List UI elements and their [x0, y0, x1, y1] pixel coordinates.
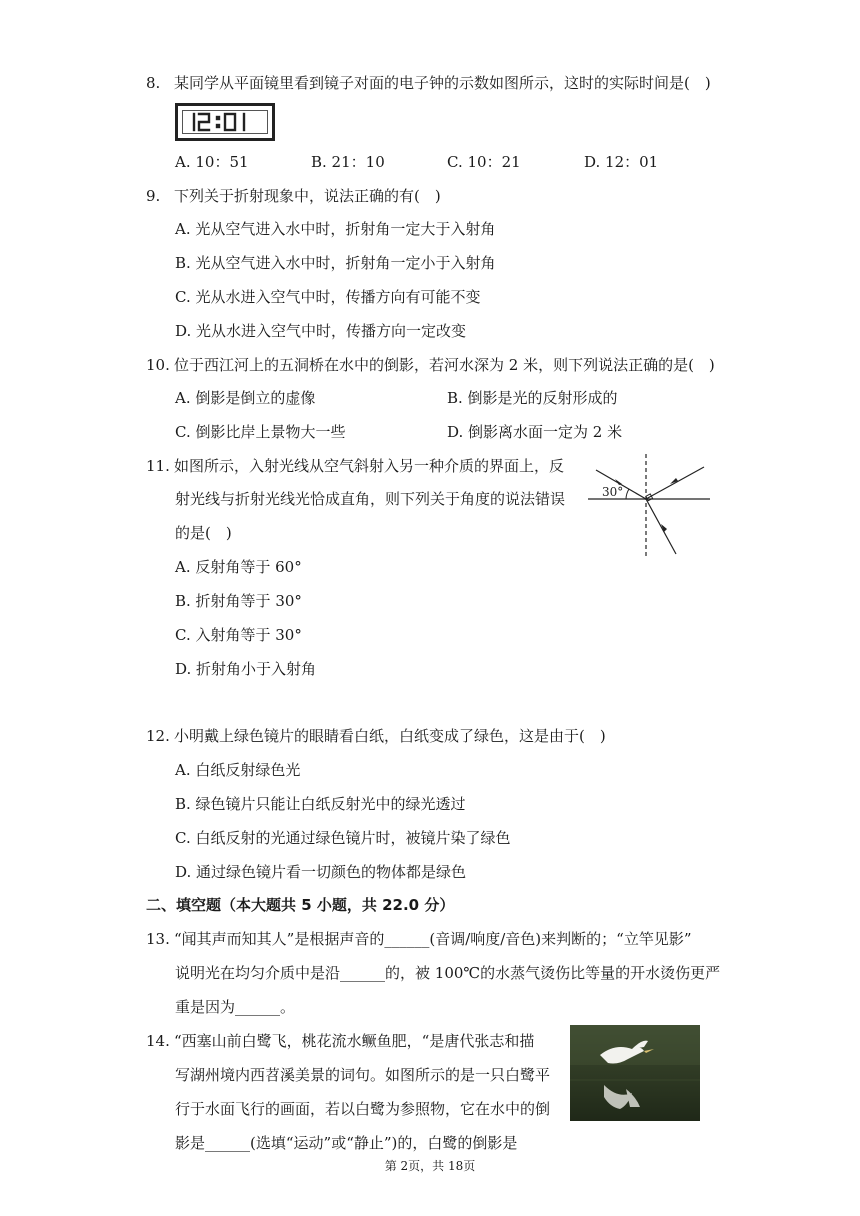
- question-14: [146, 1031, 534, 1051]
- option-d: D. 倒影离水面一定为 2 米: [447, 423, 623, 441]
- question-stem: 某同学从平面镜里看到镜子对面的电子钟的示数如图所示，这时的实际时间是( ): [174, 74, 711, 92]
- reflected-ray: [646, 467, 704, 499]
- question-number: 11.: [146, 457, 170, 475]
- option-d: D. 光从水进入空气中时，传播方向一定改变: [175, 322, 467, 340]
- option-b: B. 21：10: [311, 153, 385, 171]
- clock-digits: [178, 106, 272, 138]
- angle-label: 30°: [602, 485, 624, 499]
- option-c: C. 光从水进入空气中时，传播方向有可能不变: [175, 288, 481, 306]
- question-number: 8.: [146, 74, 161, 92]
- option-a: A. 10：51: [175, 153, 249, 171]
- question-10: [146, 355, 715, 375]
- question-stem-line-4: 影是______(选填“运动”或“静止”)的，白鹭的倒影是: [175, 1134, 518, 1152]
- question-stem-line-1: “西塞山前白鹭飞，桃花流水鳜鱼肥，“是唐代张志和描: [174, 1032, 535, 1050]
- option-b: B. 倒影是光的反射形成的: [447, 389, 618, 407]
- question-stem-line-2: 射光线与折射光线光恰成直角，则下列关于角度的说法错误: [175, 490, 566, 508]
- question-stem-line-1: “闻其声而知其人”是根据声音的______(音调/响度/音色)来判断的；“立竿见影”: [174, 930, 692, 948]
- refraction-diagram: [586, 452, 714, 560]
- option-c: C. 倒影比岸上景物大一些: [175, 423, 346, 441]
- question-11: [146, 456, 564, 476]
- question-9: [146, 186, 441, 206]
- question-8: [146, 73, 711, 93]
- page-footer: 第 2页，共 18页: [384, 1159, 476, 1173]
- question-stem-line-3: 的是( ): [175, 524, 232, 542]
- egret-photo: [570, 1025, 700, 1121]
- option-c: C. 入射角等于 30°: [175, 626, 302, 644]
- option-b: B. 光从空气进入水中时，折射角一定小于入射角: [175, 254, 496, 272]
- question-stem-line-3: 行于水面飞行的画面，若以白鹭为参照物，它在水中的倒: [175, 1100, 551, 1118]
- option-c: C. 10：21: [447, 153, 521, 171]
- question-stem: 位于西江河上的五洞桥在水中的倒影，若河水深为 2 米，则下列说法正确的是( ): [174, 356, 715, 374]
- question-stem-line-2: 说明光在均匀介质中是沿______的，被 100℃的水蒸气烫伤比等量的开水烫伤更严: [175, 964, 721, 982]
- digital-clock-figure: [175, 103, 275, 141]
- option-a: A. 光从空气进入水中时，折射角一定大于入射角: [175, 220, 496, 238]
- option-b: B. 绿色镜片只能让白纸反射光中的绿光透过: [175, 795, 466, 813]
- question-number: 9.: [146, 187, 161, 205]
- option-a: A. 反射角等于 60°: [175, 558, 302, 576]
- question-stem: 下列关于折射现象中，说法正确的有( ): [174, 187, 441, 205]
- question-stem-line-1: 如图所示，入射光线从空气斜射入另一种介质的界面上，反: [174, 457, 565, 475]
- question-number: 12.: [146, 727, 170, 745]
- section-title: 二、填空题（本大题共 5 小题，共 22.0 分）: [146, 896, 455, 914]
- option-d: D. 12：01: [584, 153, 659, 171]
- question-stem-line-3: 重是因为______。: [175, 998, 296, 1016]
- option-c: C. 白纸反射的光通过绿色镜片时，被镜片染了绿色: [175, 829, 511, 847]
- option-b: B. 折射角等于 30°: [175, 592, 302, 610]
- question-stem: 小明戴上绿色镜片的眼睛看白纸，白纸变成了绿色，这是由于( ): [174, 727, 606, 745]
- angle-arc: [626, 489, 629, 499]
- option-d: D. 折射角小于入射角: [175, 660, 317, 678]
- option-a: A. 白纸反射绿色光: [175, 761, 301, 779]
- question-stem-line-2: 写湖州境内西苕溪美景的词句。如图所示的是一只白鹭平: [175, 1066, 551, 1084]
- question-12: [146, 726, 606, 746]
- question-13: [146, 929, 692, 949]
- option-d: D. 通过绿色镜片看一切颜色的物体都是绿色: [175, 863, 467, 881]
- question-number: 14.: [146, 1032, 170, 1050]
- question-number: 10.: [146, 356, 170, 374]
- refracted-ray: [646, 499, 676, 554]
- option-a: A. 倒影是倒立的虚像: [175, 389, 316, 407]
- question-number: 13.: [146, 930, 170, 948]
